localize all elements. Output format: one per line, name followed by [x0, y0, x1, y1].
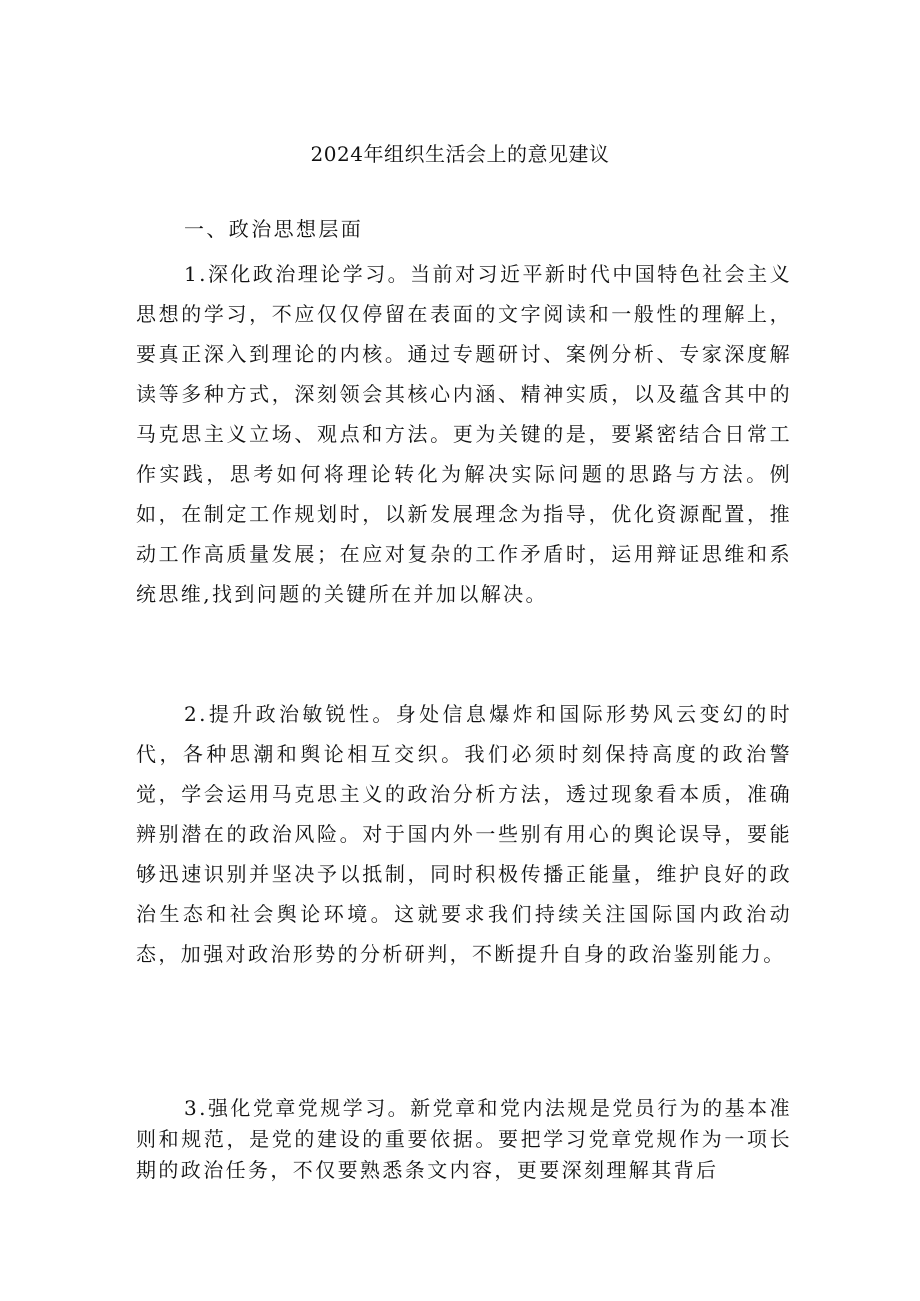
document-title: 2024年组织生活会上的意见建议	[310, 142, 610, 166]
paragraph-2: 2.提升政治敏锐性。身处信息爆炸和国际形势风云变幻的时代，各种思潮和舆论相互交织。我们必须时刻保持高度的政治警觉，学会运用马克思主义的政治分析方法，透过现象看本质，准确辨别潜在的政治风险。对于国内外一些别有用心的舆论误导，要能够迅速识别并坚决予以抵制，同时积极传播正能量，维护良好的政治生态和社会舆论环境。这就要求我们持续关注国际国内政治动态，加强对政治形势的分析研判，不断提升自身的政治鉴别能力。	[136, 702, 792, 966]
paragraph-3: 3.强化党章党规学习。新党章和党内法规是党员行为的基本准则和规范，是党的建设的重要依据。要把学习党章党规作为一项长期的政治任务，不仅要熟悉条文内容，更要深刻理解其背后	[136, 1096, 792, 1182]
paragraph-1: 1.深化政治理论学习。当前对习近平新时代中国特色社会主义思想的学习，不应仅仅停留在表面的文字阅读和一般性的理解上，要真正深入到理论的内核。通过专题研讨、案例分析、专家深度解读等多种方式，深刻领会其核心内涵、精神实质，以及蕴含其中的马克思主义立场、观点和方法。更为关键的是，要紧密结合日常工作实践，思考如何将理论转化为解决实际问题的思路与方法。例如，在制定工作规划时，以新发展理念为指导，优化资源配置，推动工作高质量发展；在应对复杂的工作矛盾时，运用辩证思维和系统思维,找到问题的关键所在并加以解决。	[136, 262, 792, 606]
section-heading: 一、政治思想层面	[184, 217, 364, 241]
